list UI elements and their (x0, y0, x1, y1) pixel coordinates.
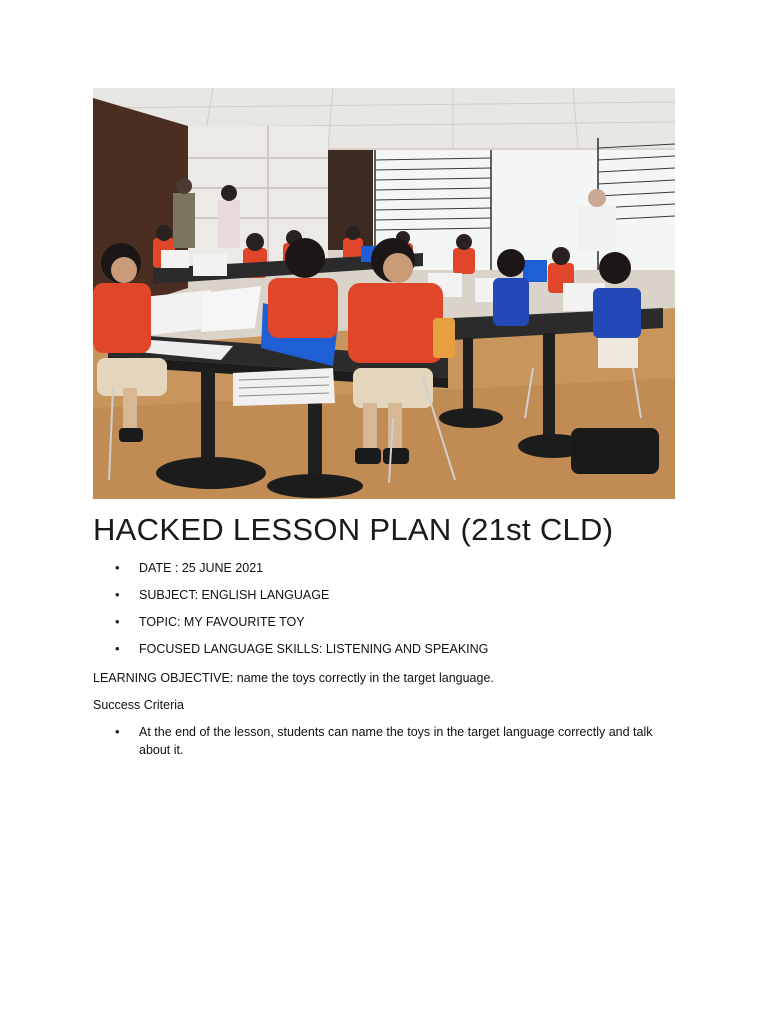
classroom-illustration (93, 88, 675, 499)
meta-subject: • SUBJECT: ENGLISH LANGUAGE (93, 585, 693, 612)
meta-topic: • TOPIC: MY FAVOURITE TOY (93, 612, 693, 639)
success-criteria-list (93, 723, 673, 759)
lesson-meta-list (93, 558, 693, 666)
success-criteria-item: • At the end of the lesson, students can name the toys in the target language correctly and talk about it. (93, 723, 673, 759)
page-title: HACKED LESSON PLAN (21st CLD) (93, 512, 614, 547)
success-criteria-heading: Success Criteria (93, 698, 184, 712)
meta-date: • DATE : 25 JUNE 2021 (93, 558, 693, 585)
classroom-photo (93, 88, 675, 499)
learning-objective: LEARNING OBJECTIVE: name the toys correctly in the target language. (93, 671, 494, 685)
meta-skills: • FOCUSED LANGUAGE SKILLS: LISTENING AND SPEAKING (93, 639, 693, 666)
